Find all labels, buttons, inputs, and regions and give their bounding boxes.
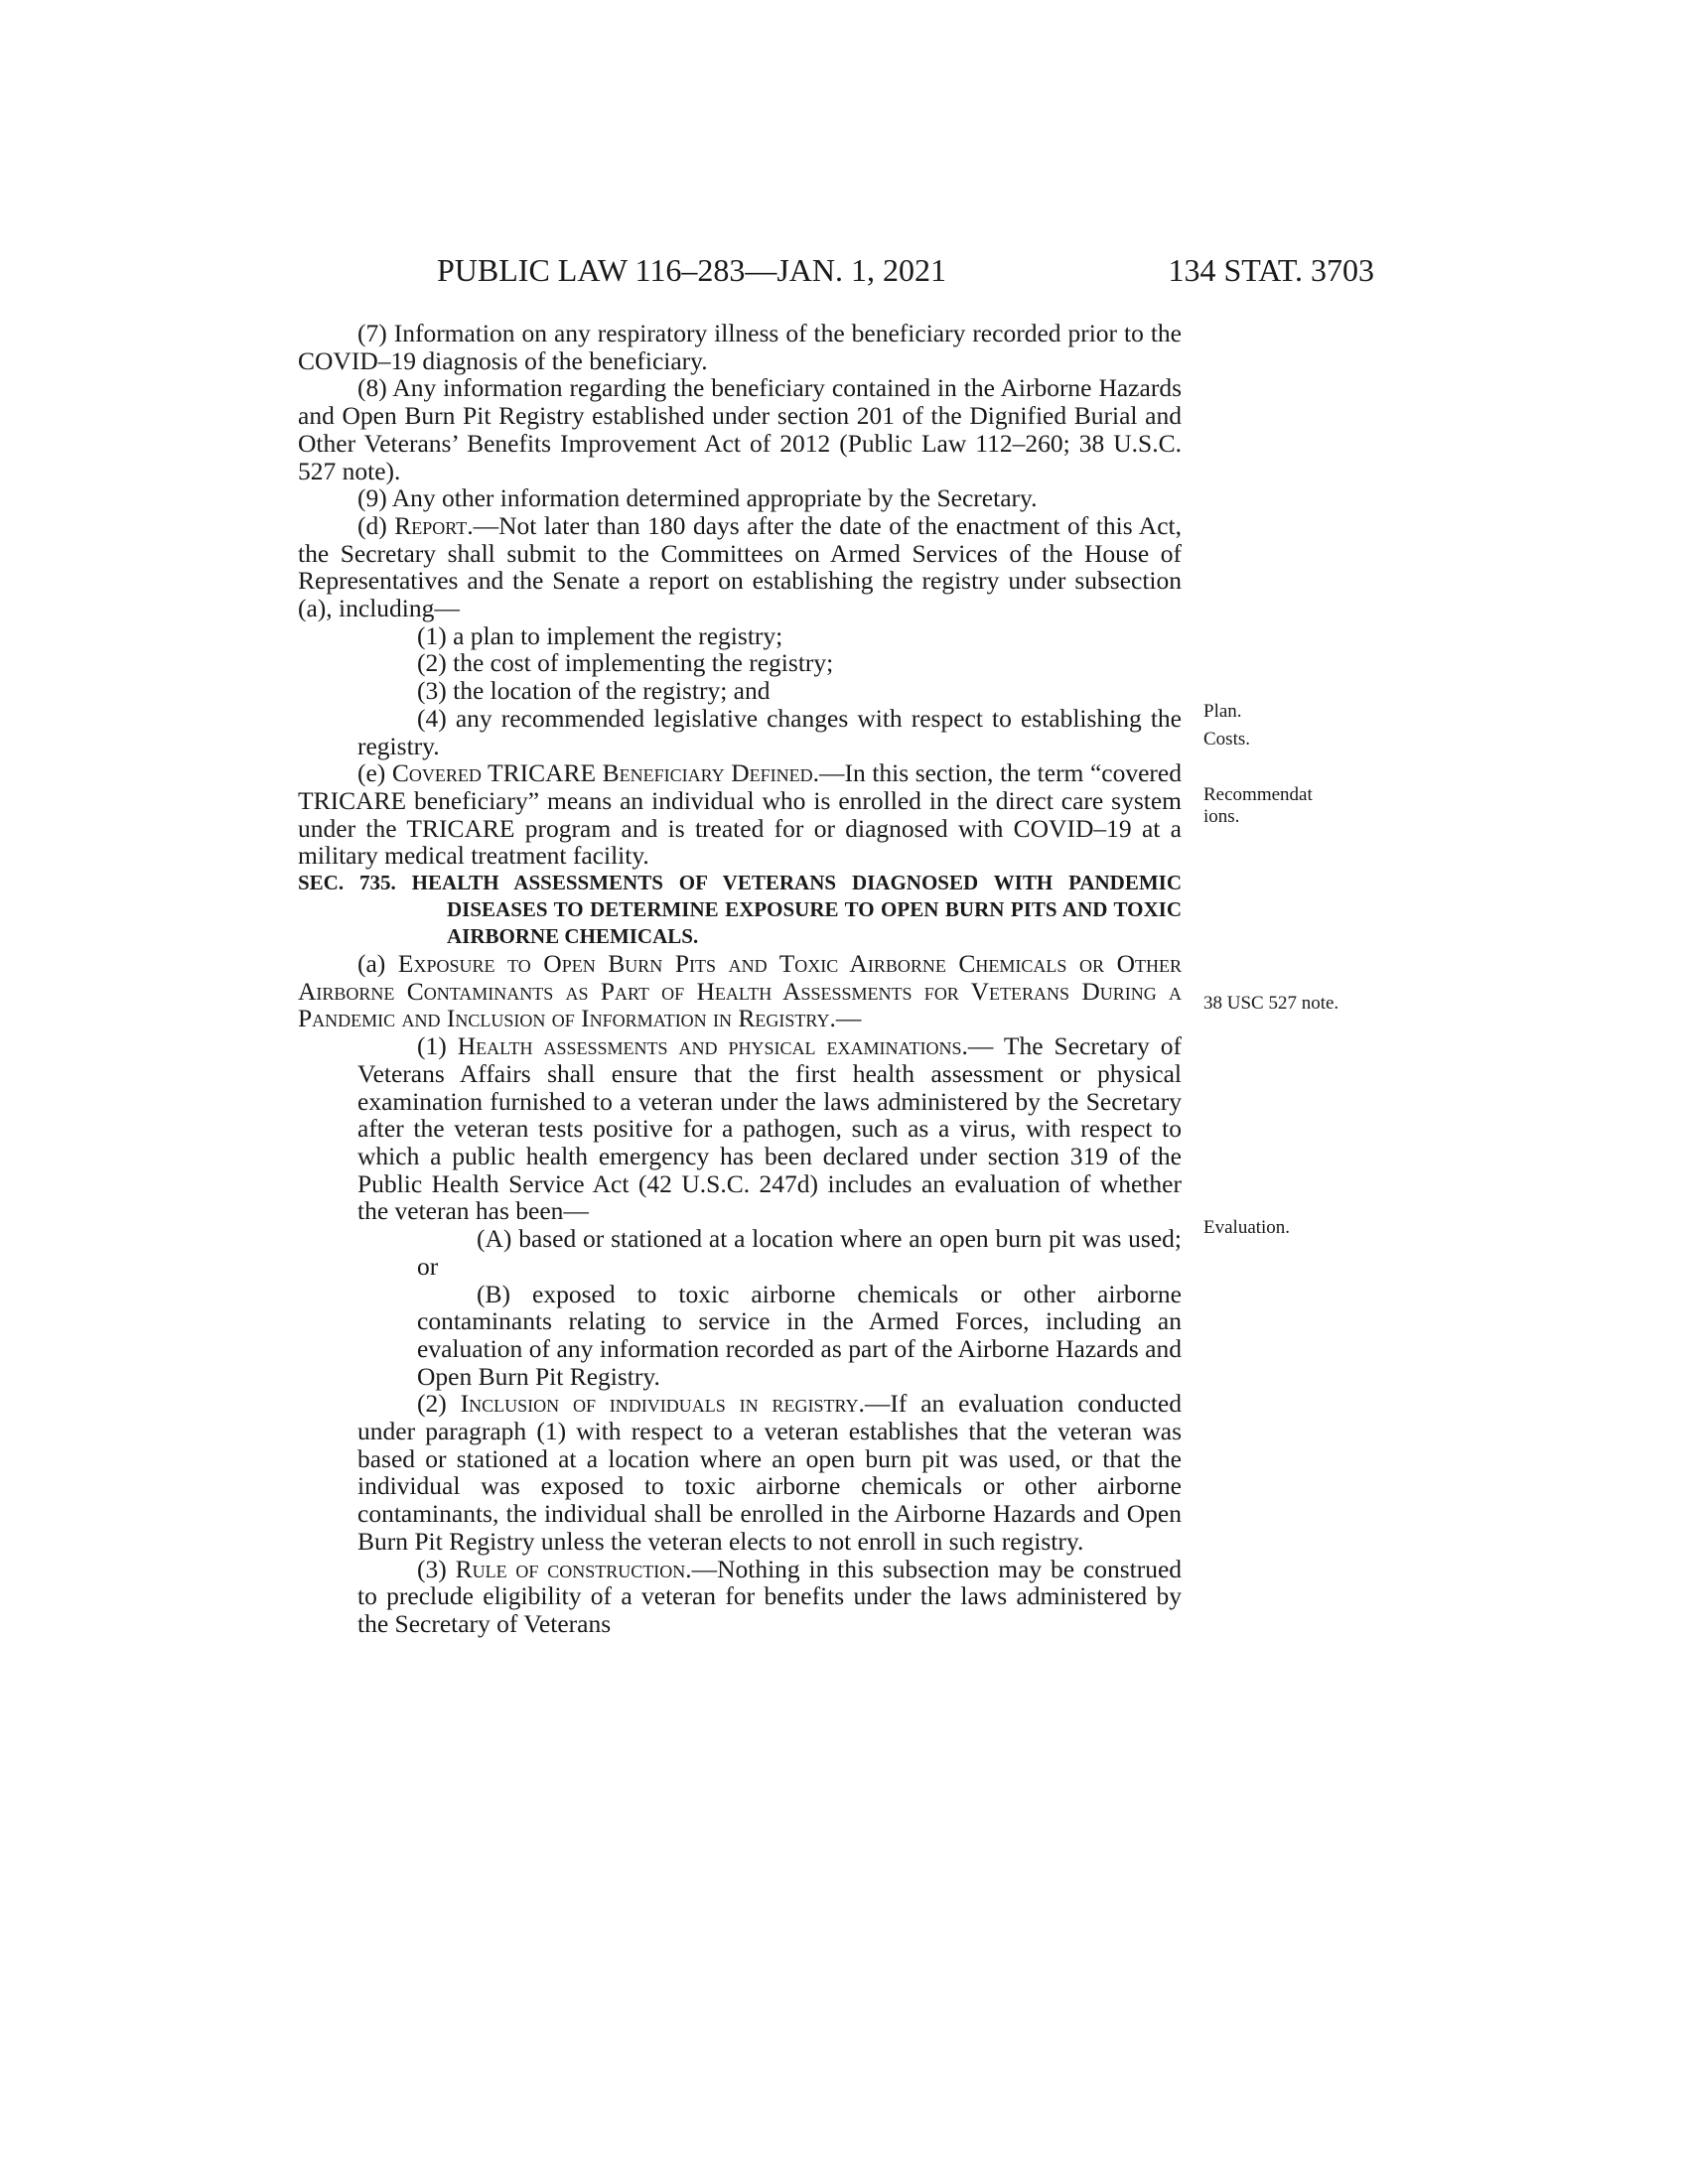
paragraph-a2: (2) Inclusion of individuals in registry.—If an evaluation conducted under paragraph (1) with respect to a veteran establishes that the veteran was based or stationed at a location where an open burn pit was used, or that the individual was exposed to toxic airborne chemicals or other airborne contaminants, the individual shall be enrolled in the Airborne Hazards and Open Burn Pit Registry unless the veteran elects to not enroll in such registry. [357, 1389, 1182, 1556]
margin-note-plan: Plan. [1203, 701, 1242, 722]
margin-note-recommendations: Recommendations. [1203, 784, 1313, 827]
subsection-d-item-4: (4) any recommended legislative changes with respect to establishing the registry. [357, 703, 1182, 760]
subsection-e: (e) Covered TRICARE Beneficiary Defined.—In this section, the term “covered TRICARE beneficiary” means an individual who is enrolled in the direct care system under the TRICARE program and is treated for or diagnosed with COVID–19 at a military medical treatment facility. [298, 758, 1182, 871]
paragraph-a2-heading: Inclusion of individuals in registry [460, 1389, 859, 1419]
subsection-d-item-3: (3) the location of the registry; and [417, 676, 771, 706]
paragraph-a3-heading: Rule of construction [455, 1554, 686, 1583]
subsection-d-item-1: (1) a plan to implement the registry; [417, 620, 783, 650]
paragraph-a1-heading: Health assessments and physical examinations [457, 1031, 962, 1061]
margin-note-usc: 38 USC 527 note. [1203, 993, 1339, 1014]
stat-citation: 134 STAT. 3703 [1168, 252, 1374, 288]
subsection-d: (d) Report.—Not later than 180 days after the date of the enactment of this Act, the Secretary shall submit to the Committees on Armed Services of the House of Representatives and the Senate a report on establishing the registry under subsection (a), including— [298, 510, 1183, 623]
law-citation: PUBLIC LAW 116–283—JAN. 1, 2021 [437, 252, 946, 288]
body-text [298, 320, 1182, 1638]
paragraph-a3: (3) Rule of construction.—Nothing in this subsection may be construed to preclude eligibility of a veteran for benefits under the laws administered by the Secretary of Veterans [357, 1554, 1183, 1638]
section-735-heading: SEC. 735. HEALTH ASSESSMENTS OF VETERANS DIAGNOSED WITH PANDEMIC DISEASES TO DETERMINE EXPOSURE TO OPEN BURN PITS AND TOXIC AIRBORNE CHEMICALS. [298, 871, 1182, 949]
margin-note-costs: Costs. [1203, 729, 1250, 750]
subsection-e-heading: Covered TRICARE Beneficiary Defined [391, 758, 813, 788]
subparagraph-a1-B: (B) exposed to toxic airborne chemicals or other airborne contaminants relating to service in the Armed Forces, including an evaluation of any information recorded as part of the Airborne Hazards and Open Burn Pit Registry. [417, 1279, 1182, 1391]
subsection-d-item-2: (2) the cost of implementing the registry; [417, 648, 834, 678]
paragraph-a1: (1) Health assessments and physical examinations.— The Secretary of Veterans Affairs shall ensure that the first health assessment or physical examination furnished to a veteran under the laws administered by the Secretary after the veteran tests positive for a pathogen, such as a virus, with respect to which a public health emergency has been declared under section 319 of the Public Health Service Act (42 U.S.C. 247d) includes an evaluation of whether the veteran has been— [357, 1031, 1183, 1226]
subparagraph-a1-A: (A) based or stationed at a location where an open burn pit was used; or [417, 1224, 1182, 1281]
page-header [298, 250, 1374, 290]
subsection-a: (a) Exposure to Open Burn Pits and Toxic Airborne Chemicals or Other Airborne Contaminants as Part of Health Assessments for Veterans During a Pandemic and Inclusion of Information in Registry.— [298, 949, 1182, 1033]
subsection-a-heading: Exposure to Open Burn Pits and Toxic Airborne Chemicals or Other Airborne Contaminants as Part of Health Assessments for Veterans During a Pandemic and Inclusion of Information in Registry [298, 949, 1182, 1033]
subsection-d-heading: Report [394, 510, 468, 540]
paragraph-8: (8) Any information regarding the beneficiary contained in the Airborne Hazards and Open Burn Pit Registry established under section 201 of the Dignified Burial and Other Veterans’ Benefits Improvement Act of 2012 (Public Law 112–260; 38 U.S.C. 527 note). [298, 373, 1182, 485]
paragraph-9: (9) Any other information determined appropriate by the Secretary. [357, 483, 1038, 513]
margin-note-evaluation: Evaluation. [1203, 1217, 1291, 1238]
paragraph-7: (7) Information on any respiratory illness of the beneficiary recorded prior to the COVID–19 diagnosis of the beneficiary. [298, 319, 1182, 375]
